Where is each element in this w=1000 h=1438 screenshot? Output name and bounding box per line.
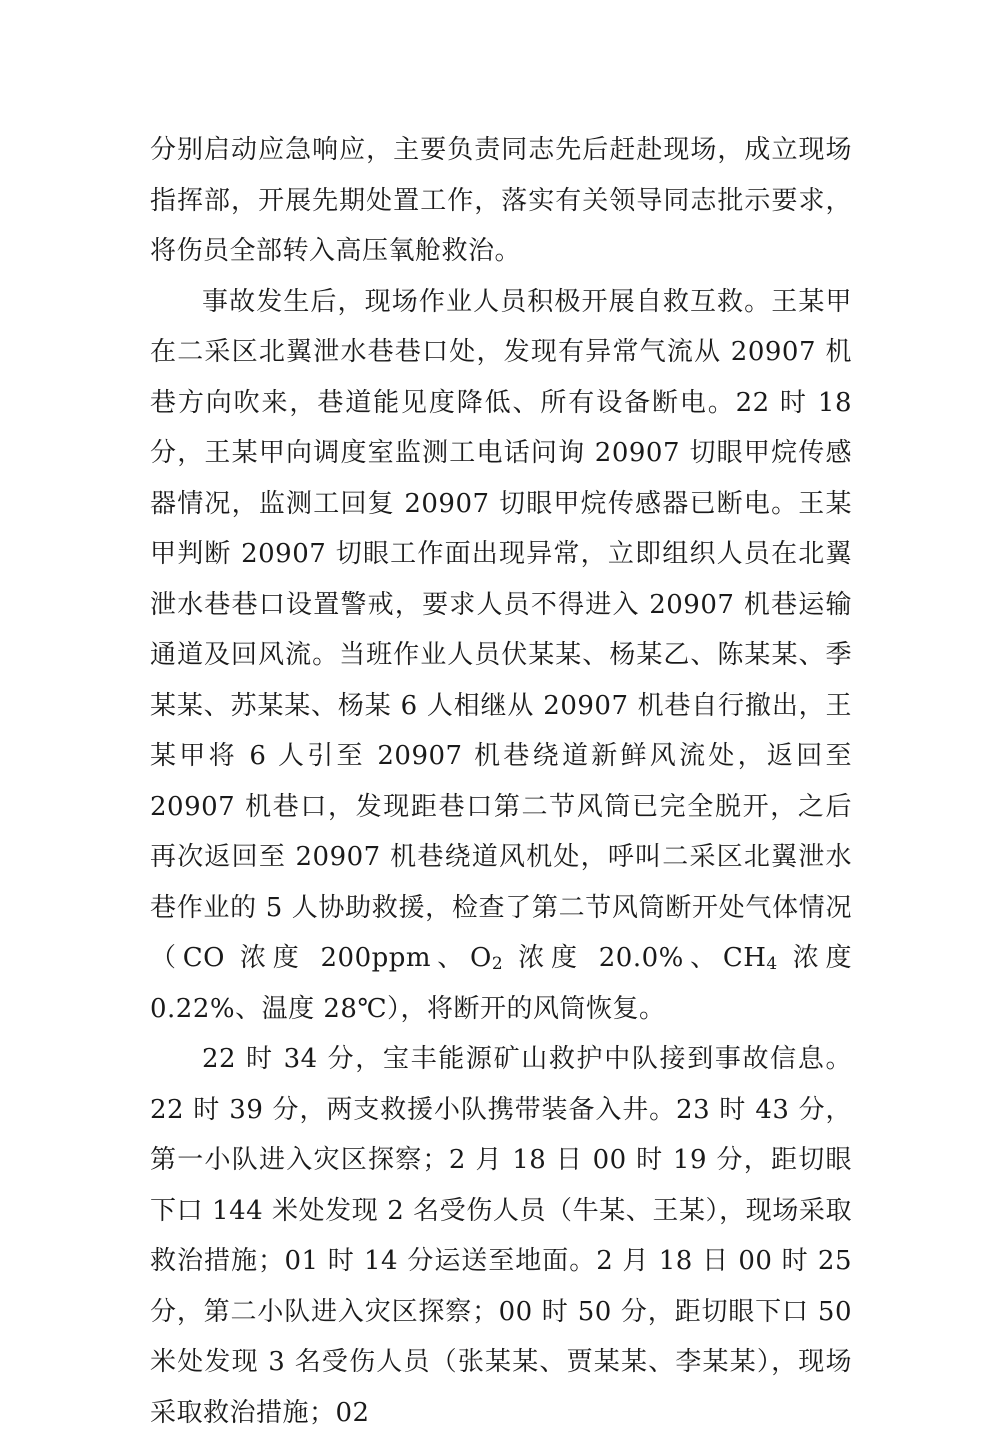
self-rescue-text-part1: 事故发生后，现场作业人员积极开展自救互救。王某甲在二采区北翼泄水巷巷口处，发现有异常气流从 20907 机巷方向吹来，巷道能见度降低、所有设备断电。22 时 18 分，王某甲向调度室监测工电话问询 20907 切眼甲烷传感器情况，监测工回复 20907 切眼甲烷传感器已断电。王某甲判断 20907 切眼工作面出现异常，立即组织人员在北翼泄水巷巷口设置警戒，要求人员不得进入 20907 机巷运输通道及回风流。当班作业人员伏某某、杨某乙、陈某某、季某某、苏某某、杨某 6 人相继从 20907 机巷自行撤出，王某甲将 6 人引至 20907 机巷绕道新鲜风流处，返回至 20907 机巷口，发现距巷口第二节风筒已完全脱开，之后再次返回至 20907 机巷绕道风机处，呼叫二采区北翼泄水巷作业的 5 人协助救援，检查了第二节风筒断开处气体情况（CO 浓度 200ppm、O (150, 286, 852, 973)
document-body (150, 125, 852, 1438)
methane-subscript: 4 (766, 954, 778, 974)
paragraph-self-rescue (150, 277, 852, 1035)
paragraph-rescue-team: 22 时 34 分，宝丰能源矿山救护中队接到事故信息。22 时 39 分，两支救援小队携带装备入井。23 时 43 分，第一小队进入灾区探察；2 月 18 日 00 时 19 分，距切眼下口 144 米处发现 2 名受伤人员（牛某、王某），现场采取救治措施；01 时 14 分运送至地面。2 月 18 日 00 时 25 分，第二小队进入灾区探察；00 时 50 分，距切眼下口 50 米处发现 3 名受伤人员（张某某、贾某某、李某某），现场采取救治措施；02 (150, 1044, 852, 1428)
self-rescue-text-part3: 浓度 0.22%、温度 28℃），将断开的风筒恢复。 (150, 943, 852, 1024)
self-rescue-text-part2: 浓度 20.0%、CH (503, 943, 767, 973)
paragraph-emergency-response: 分别启动应急响应，主要负责同志先后赶赴现场，成立现场指挥部，开展先期处置工作，落实有关领导同志批示要求，将伤员全部转入高压氧舱救治。 (150, 135, 852, 266)
oxygen-subscript: 2 (491, 954, 504, 974)
